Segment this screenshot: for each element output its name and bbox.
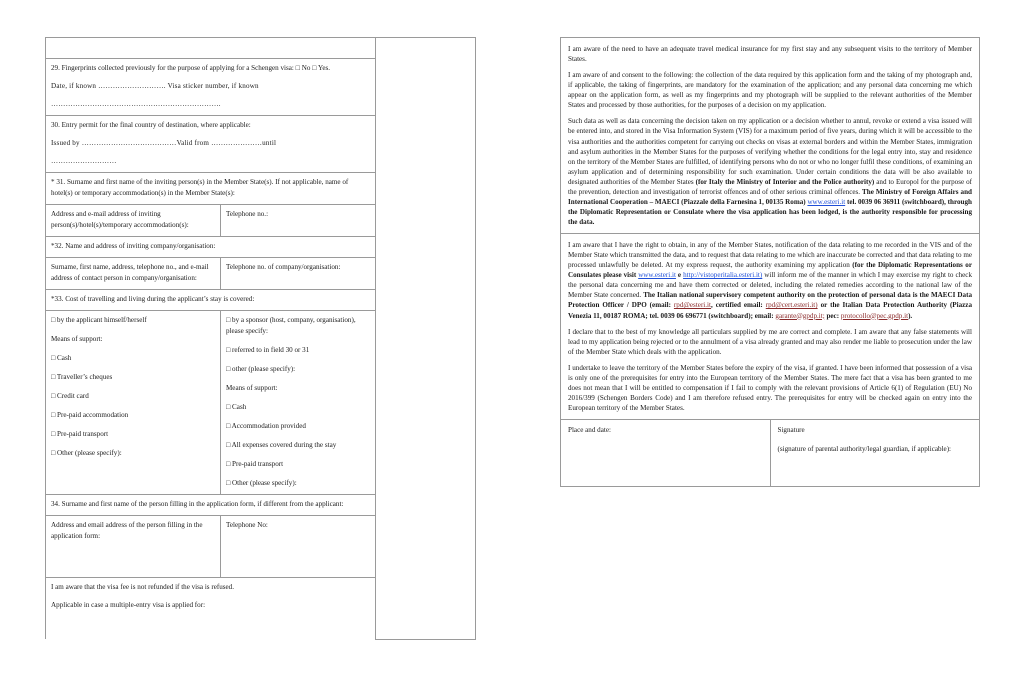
- undertaking-paragraph: I undertake to leave the territory of the Member States before the expiry of the visa, if granted. I have been informed that possession of a visa is only one of the prerequisites for entry into the European territory of the Member States. The mere fact that a visa has been granted to me does not mean that I will be entitled to compensation if I fail to comply with the relevant provisions of Article 6(1) of Regulation (EU) No 2016/399 (Schengen Borders Code) and I am therefore refused entry. The prerequisites for entry will be checked again on entry into the European territory of the Member States.: [568, 363, 972, 412]
- garante-gpdp-email-link[interactable]: garante@gpdp.it;: [775, 311, 825, 320]
- awareness-block-2: [560, 233, 980, 419]
- esteri-it-link-1[interactable]: www.esteri.it: [807, 197, 846, 206]
- data-rights-paragraph: [568, 240, 972, 321]
- option-referred-to-field-30-31[interactable]: □ referred to in field 30 or 31: [226, 345, 310, 354]
- rpd-cert-esteri-email-link[interactable]: rpd@cert.esteri.it): [765, 301, 818, 310]
- footer-notice-cell: [46, 577, 476, 639]
- field-32-contact-cell: [46, 257, 221, 289]
- label-means-of-support-left: Means of support:: [51, 334, 103, 343]
- field-33-right-options-cell: [221, 310, 376, 494]
- table-row: [46, 577, 476, 639]
- conjunction-e-bold: e: [675, 271, 684, 280]
- field-31-address-label: Address and e-mail address of inviting person(s)/hotel(s)/temporary accommodation(s):: [51, 209, 189, 229]
- dpo-bold-1: The Italian national supervisory competent authority on the protection of personal data is the MAECI Data Protection Officer / DPO (email:: [568, 291, 972, 310]
- place-and-date-label: Place and date:: [568, 426, 611, 435]
- field-32-title: *32. Name and address of inviting company/organisation:: [51, 241, 216, 250]
- option-all-expenses-covered[interactable]: □ All expenses covered during the stay: [226, 440, 337, 449]
- vis-text-part-1: Such data as well as data concerning the decision taken on my application or a decision whether to annul, revoke or extend a visa issued will be entered into, and stored in the Visa Information System (VIS) for a maximum period of five years, during which it will be accessible to the visa authorities and the authorities competent for carrying out checks on visas at external borders and within the Member States, immigration and asylum authorities in the Member States for the purposes of verifying whether the conditions for the legal entry into, stay and residence on the territory of the Member States are fulfilled, of identifying persons who do not or who no longer fulfil these conditions, of examining an asylum application and of determining responsibility for such examination. Under certain conditions the data will be also available to designated authorities of the Member States: [568, 117, 972, 186]
- signature-sub-label: (signature of parental authority/legal guardian, if applicable):: [777, 444, 952, 453]
- right-page-column: [560, 37, 980, 487]
- place-and-date-cell[interactable]: [561, 420, 771, 487]
- italy-ministry-interior-bold: (for Italy the Ministry of Interior and the Police authority): [695, 177, 875, 186]
- right-margin-empty-cell: [376, 38, 476, 640]
- visa-fee-notice: I am aware that the visa fee is not refunded if the visa is refused.: [51, 582, 234, 591]
- protocollo-pec-gpdp-link[interactable]: protocollo@pec.gpdp.it: [840, 311, 909, 320]
- field-29-cell: [46, 59, 376, 116]
- table-row: [561, 420, 980, 487]
- option-travellers-cheques[interactable]: □ Traveller’s cheques: [51, 372, 113, 381]
- field-30-line-3: ………………………: [51, 156, 117, 165]
- option-other-right[interactable]: □ Other (please specify):: [226, 478, 297, 487]
- vis-text-part-2: and to Europol for the purpose of the prevention, detection and investigation of terrorist offences and of other serious criminal offences.: [568, 177, 972, 196]
- field-32-title-cell: [46, 236, 376, 257]
- maeci-bold: The Ministry of Foreign Affairs and International Cooperation – MAECI (Piazzale della Farnesina 1, 00135 Roma): [568, 187, 972, 206]
- field-31-telephone-label: Telephone no.:: [226, 209, 269, 218]
- option-cash-left[interactable]: □ Cash: [51, 353, 72, 362]
- option-cash-right[interactable]: □ Cash: [226, 402, 247, 411]
- field-33-left-options-cell: [46, 310, 221, 494]
- field-32-telephone-cell: [221, 257, 376, 289]
- field-30-cell: [46, 115, 376, 172]
- medical-insurance-paragraph: I am aware of the need to have an adequate travel medical insurance for my first stay and any subsequent visits to the territory of Member States.: [568, 45, 972, 64]
- field-34-address-cell: [46, 515, 221, 577]
- field-32-contact-label: Surname, first name, address, telephone no., and e-mail address of contact person in company/organisation:: [51, 262, 209, 282]
- field-33-title: *33. Cost of travelling and living during the applicant’s stay is covered:: [51, 294, 255, 303]
- option-other-sponsor[interactable]: □ other (please specify):: [226, 364, 296, 373]
- option-credit-card[interactable]: □ Credit card: [51, 391, 89, 400]
- top-spacer-cell: [46, 38, 376, 59]
- awareness-block-1: [560, 37, 980, 233]
- application-form-table: [45, 37, 476, 640]
- esteri-it-link-2[interactable]: www.esteri.it: [638, 271, 676, 280]
- table-row: [46, 38, 476, 59]
- multiple-entry-notice: Applicable in case a multiple-entry visa is applied for:: [51, 600, 206, 609]
- field-34-title: 34. Surname and first name of the person filling in the application form, if different from the applicant:: [51, 499, 344, 508]
- field-29-line-2: Date, if known ………………………. Visa sticker number, if known: [51, 81, 259, 90]
- field-34-telephone-label: Telephone No:: [226, 520, 268, 529]
- option-applicant-himself[interactable]: □ by the applicant himself/herself: [51, 315, 147, 324]
- declaration-paragraph: I declare that to the best of my knowledge all particulars supplied by me are correct and complete. I am aware that any false statements will lead to my application being rejected or to the annulment of a visa already granted and may also render me liable to prosecution under the law of the Member State which deals with the application.: [568, 327, 972, 356]
- option-prepaid-transport-right[interactable]: □ Pre-paid transport: [226, 459, 284, 468]
- diplomatic-rep-bold-1: (for the Diplomatic Representations or Consulates please visit: [568, 261, 972, 280]
- data-collection-consent-paragraph: I am aware of and consent to the following: the collection of the data required by this application form and the taking of my photograph and, if applicable, the taking of fingerprints, are mandatory for the examination of the application; and any personal data concerning me which appear on the application form, as well as my fingerprints and my photograph will be supplied to the relevant authorities of the Member States and processed by those authorities, for the purposes of a decision on my application.: [568, 71, 972, 110]
- rights-text-part-2: will inform me of the manner in which I may exercise my right to check the personal data concerning me and have them corrected or deleted, including the related remedies according to the national law of the Member State concerned.: [568, 271, 972, 300]
- field-34-address-label: Address and email address of the person filling in the application form:: [51, 520, 203, 540]
- option-prepaid-accommodation[interactable]: □ Pre-paid accommodation: [51, 410, 129, 419]
- certified-email-bold: , certified email:: [711, 301, 766, 310]
- rpd-esteri-email-link[interactable]: rpd@esteri.it: [673, 301, 711, 310]
- option-by-a-sponsor[interactable]: □ by a sponsor (host, company, organisation), please specify:: [226, 315, 356, 335]
- left-page-column: [45, 37, 475, 640]
- maeci-tel-bold: tel. 0039 06 36911 (switchboard), through the Diplomatic Representation or Consulate where the visa application has been lodged, is the authority responsible for processing the data.: [568, 197, 972, 226]
- option-prepaid-transport-left[interactable]: □ Pre-paid transport: [51, 429, 109, 438]
- field-30-title: 30. Entry permit for the final country of destination, where applicable:: [51, 120, 251, 129]
- option-other-left[interactable]: □ Other (please specify):: [51, 448, 122, 457]
- signature-table: [560, 419, 980, 487]
- field-34-telephone-cell: [221, 515, 376, 577]
- field-31-telephone-cell: [221, 204, 376, 236]
- rights-text-part-1: I am aware that I have the right to obtain, in any of the Member States, notification of the data relating to me recorded in the VIS and of the Member State which transmitted the data, and to request that data relating to me which are inaccurate be corrected and that data relating to me processed unlawfully be deleted. At my express request, the authority examining my application: [568, 241, 972, 270]
- vis-data-storage-paragraph: [568, 116, 972, 227]
- field-29-line-3: …………………………………………………………….: [51, 99, 221, 108]
- field-31-title-cell: [46, 172, 376, 204]
- field-33-title-cell: [46, 289, 376, 310]
- label-means-of-support-right: Means of support:: [226, 383, 278, 392]
- field-34-title-cell: [46, 494, 376, 515]
- field-31-title: * 31. Surname and first name of the inviting person(s) in the Member State(s). If not applicable, name of hotel(s) or temporary accommodation(s) in the Member State(s):: [51, 177, 349, 197]
- field-32-telephone-label: Telephone no. of company/organisation:: [226, 262, 341, 271]
- closing-paren-bold: ).: [908, 311, 913, 320]
- field-31-address-cell: [46, 204, 221, 236]
- vistoperitalia-link[interactable]: http://vistoperitalia.esteri.it): [683, 271, 763, 280]
- dpa-bold: or the Italian Data Protection Authority (Piazza Venezia 11, 00187 ROMA; tel. 0039 06 696771 (switchboard); email:: [568, 301, 973, 320]
- option-accommodation-provided[interactable]: □ Accommodation provided: [226, 421, 306, 430]
- field-30-line-2: Issued by …………………………………Valid from …………………until: [51, 138, 277, 147]
- signature-label: Signature: [777, 426, 805, 435]
- field-29-title: 29. Fingerprints collected previously for the purpose of applying for a Schengen visa: □ No □ Yes.: [51, 64, 331, 72]
- pec-bold: pec:: [824, 311, 841, 320]
- signature-cell[interactable]: [770, 420, 980, 487]
